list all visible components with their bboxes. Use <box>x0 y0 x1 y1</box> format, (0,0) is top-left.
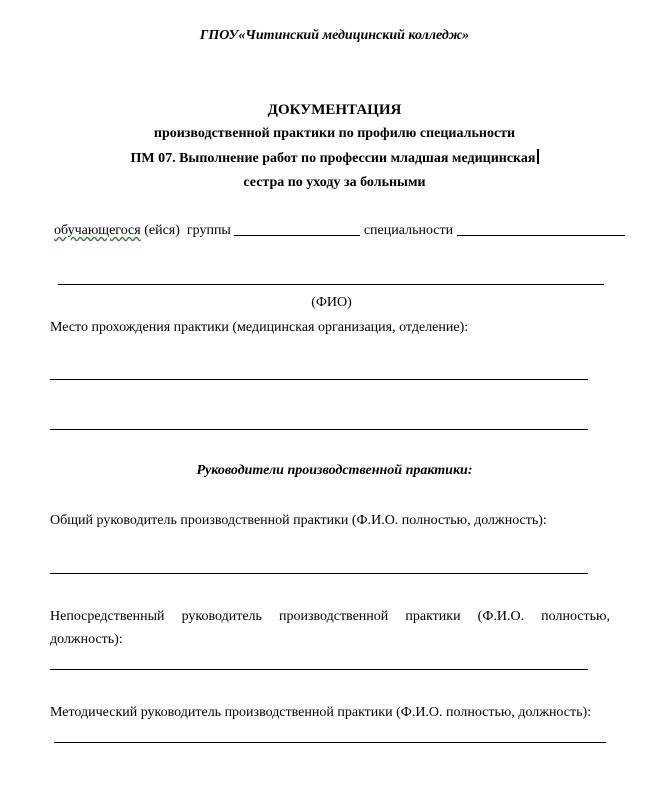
direct-supervisor-field[interactable] <box>50 669 588 670</box>
direct-supervisor-label: Непосредственный руководитель производственной практики (Ф.И.О. полностью, <box>50 609 610 624</box>
document-title: ДОКУМЕНТАЦИЯ <box>267 102 402 118</box>
text-cursor <box>537 149 539 164</box>
student-row <box>54 221 625 240</box>
specialty-field[interactable] <box>457 221 625 236</box>
learner-label: обучающегося <box>54 223 141 238</box>
place-field-line-2[interactable] <box>50 429 588 430</box>
general-supervisor-field[interactable] <box>50 573 588 574</box>
title-line-4: сестра по уходу за больными <box>243 175 426 190</box>
group-label: группы <box>186 223 231 238</box>
title-line-2: производственной практики по профилю специальности <box>153 126 516 141</box>
gender-suffix: (ейся) <box>144 223 180 238</box>
title-line-3: ПМ 07. Выполнение работ по профессии младшая медицинская <box>0 149 669 168</box>
place-label: Место прохождения практики (медицинская организация, отделение): <box>50 320 469 335</box>
direct-supervisor-label-cont: должность): <box>50 632 123 647</box>
general-supervisor-label: Общий руководитель производственной практики (Ф.И.О. полностью, должность): <box>50 513 547 528</box>
methodical-supervisor-label: Методический руководитель производственной практики (Ф.И.О. полностью, должность): <box>50 705 592 720</box>
specialty-label: специальности <box>363 223 454 238</box>
fio-caption: (ФИО) <box>311 295 352 310</box>
institution-name: ГПОУ«Читинский медицинский колледж» <box>199 28 470 43</box>
place-field-line-1[interactable] <box>50 379 588 380</box>
group-field[interactable] <box>234 221 360 236</box>
fio-field[interactable] <box>58 284 604 285</box>
methodical-supervisor-field[interactable] <box>54 742 606 743</box>
supervisors-heading: Руководители производственной практики: <box>196 463 473 478</box>
